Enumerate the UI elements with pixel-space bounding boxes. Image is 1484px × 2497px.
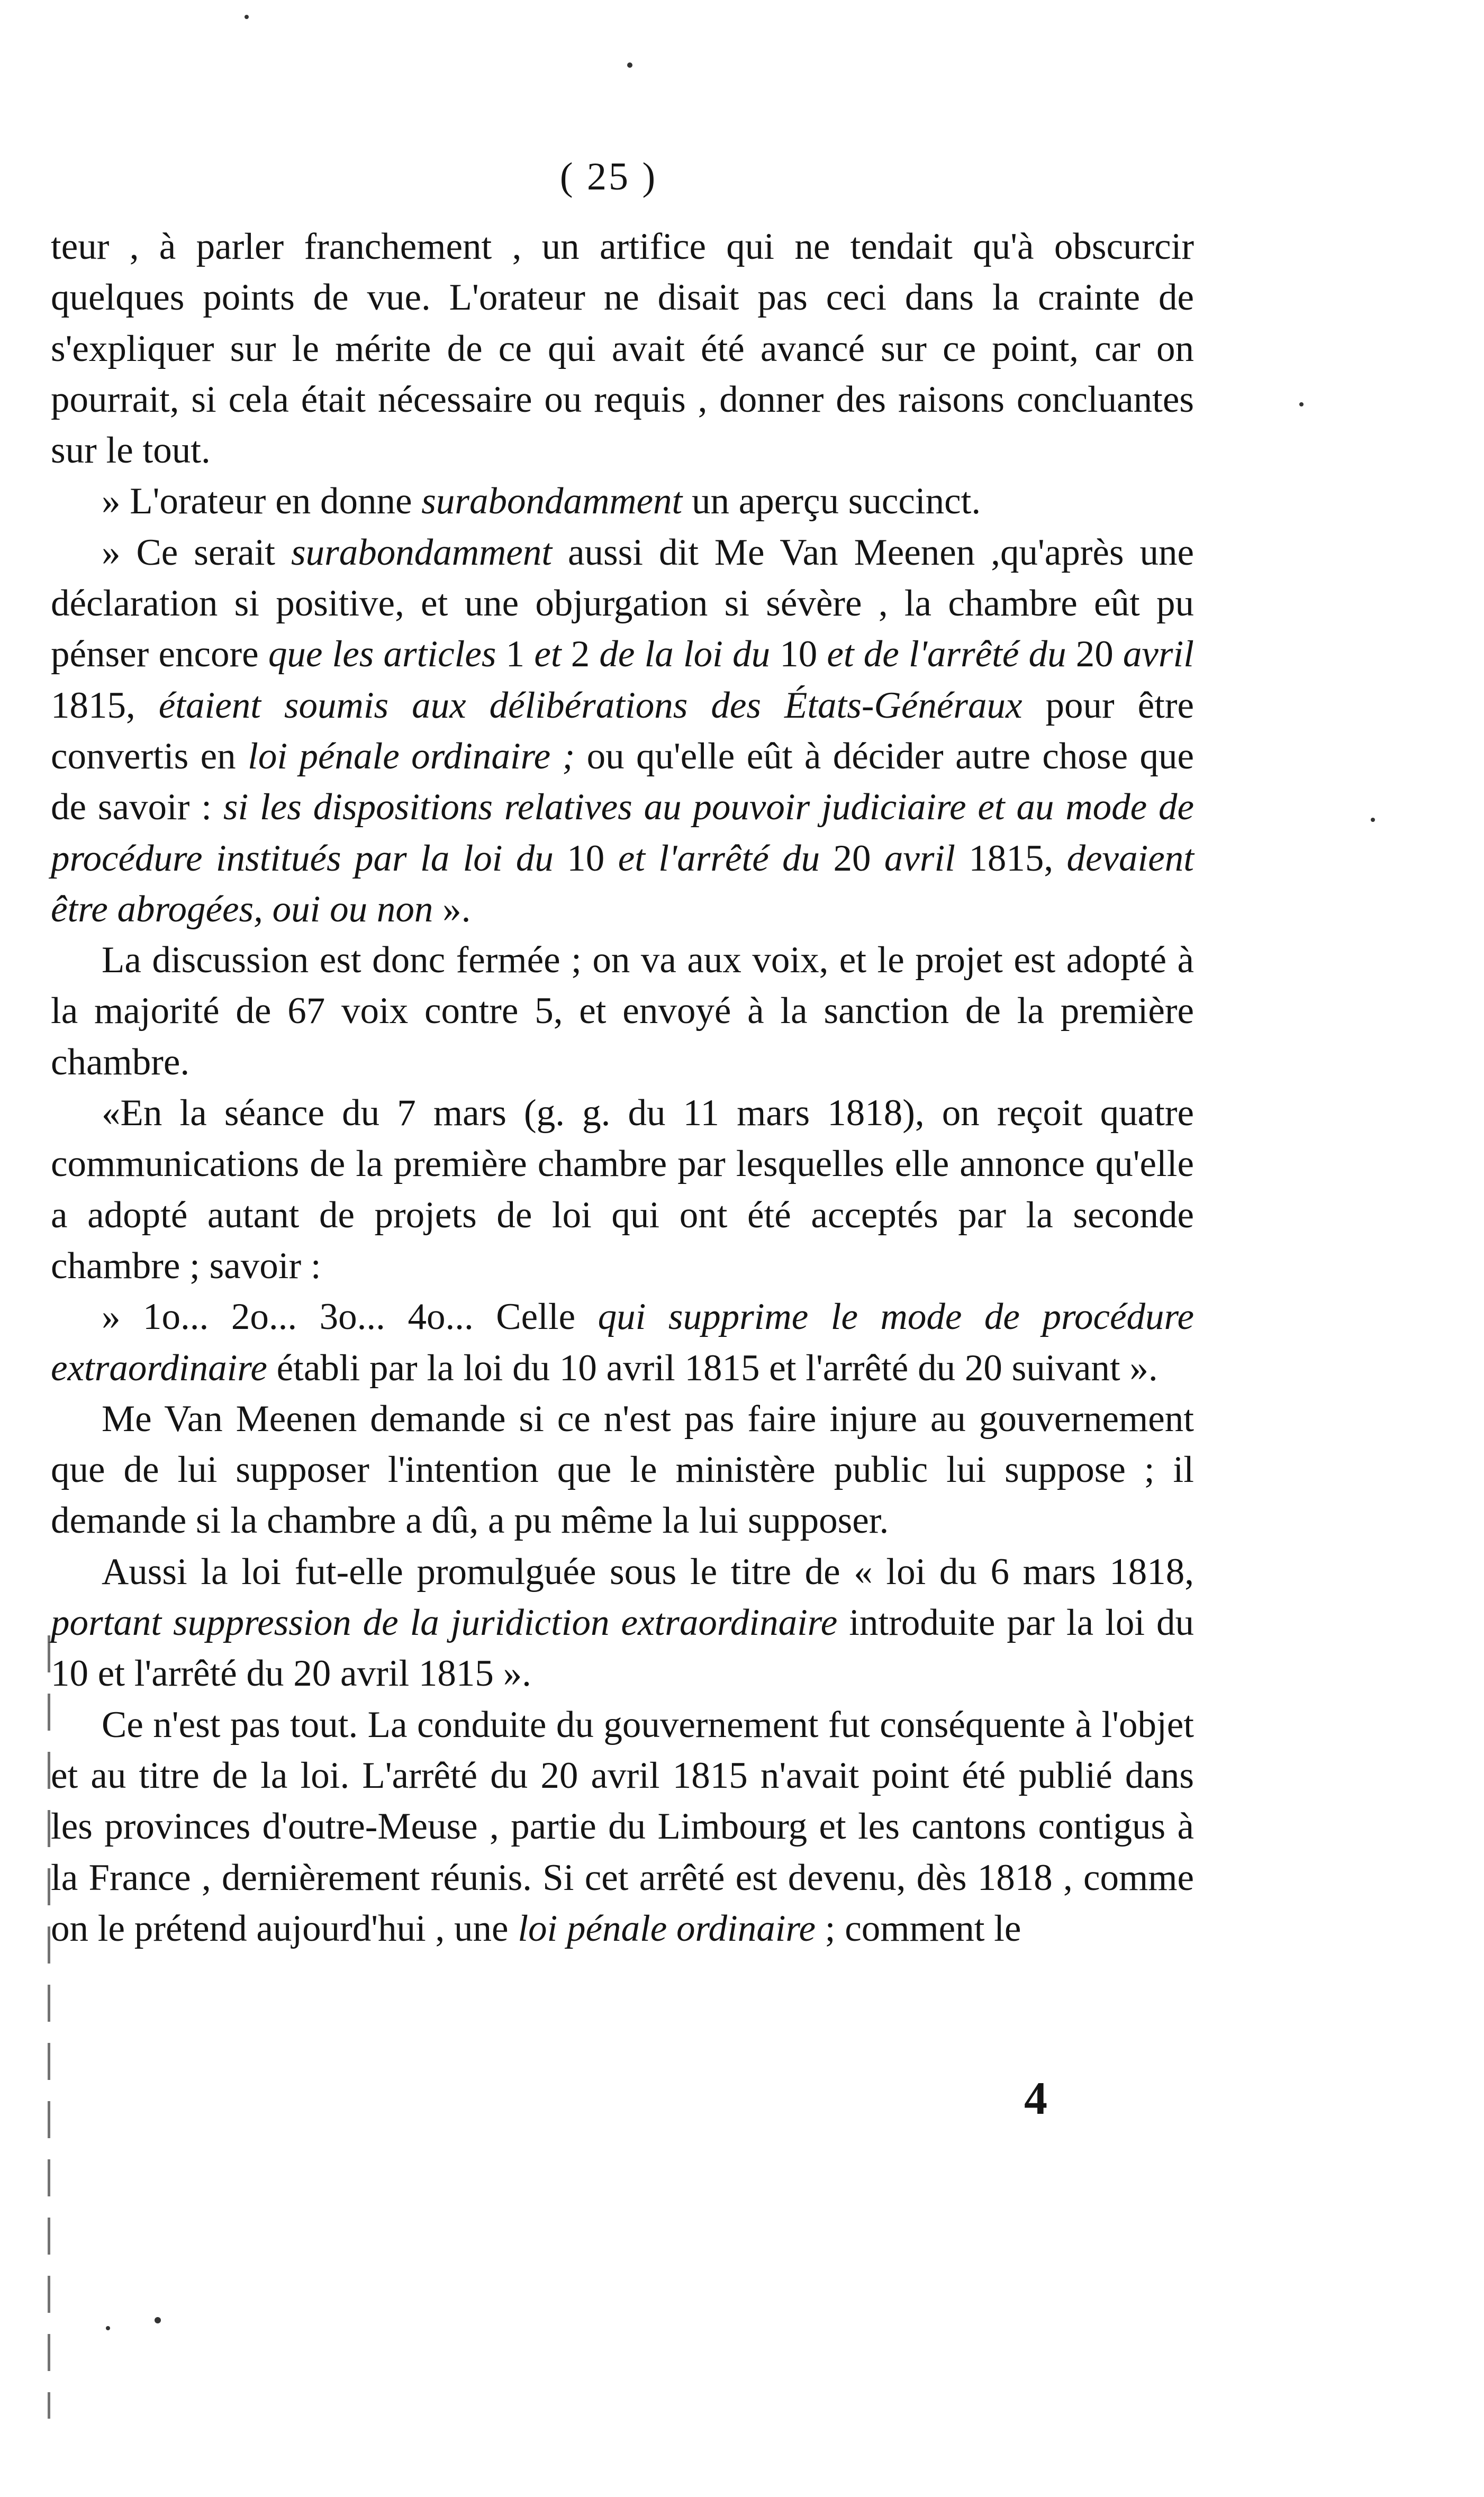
italic-run: loi pénale ordinaire ; (248, 735, 575, 777)
text-run: 20 (820, 837, 884, 879)
text-run: La discussion est donc fermée ; on va aux voix, et le projet est adopté à la majorité de 67 voix contre 5, et envoyé à la sanction de la première chambre. (51, 939, 1194, 1083)
italic-run: surabondamment (291, 531, 553, 573)
text-run: ». (433, 888, 471, 930)
paragraph-7 (51, 1394, 1194, 1546)
ink-speck (1299, 402, 1304, 406)
text-run: » Ce serait (102, 531, 291, 573)
text-run: Ce n'est pas tout. La conduite du gouvernement fut conséquente à l'objet et au titre de la loi. L'arrêté du 20 avril 1815 n'avait point été publié dans les provinces d'outre-Meuse , partie du Limbourg et les cantons contigus à la France , dernièrement réunis. Si cet arrêté est devenu, dès 1818 , comme on le prétend aujourd'hui , une (51, 1704, 1194, 1949)
text-run: ; comment le (815, 1907, 1021, 1949)
italic-run: qui supprime le mode de procédure extraordinaire (51, 1296, 1194, 1389)
italic-run: et de l'arrêté du (827, 634, 1066, 675)
text-run: teur , à parler franchement , un artifice qui ne tendait qu'à obscurcir quelques points de vue. L'orateur ne disait pas ceci dans la crainte de s'expliquer sur le mérite de ce qui avait été avancé sur ce point, car on pourrait, si cela était nécessaire ou requis , donner des raisons concluantes sur le tout. (51, 226, 1194, 472)
italic-run: que les articles (268, 634, 496, 675)
paragraph-1 (51, 221, 1194, 476)
italic-run: si les dispositions relatives au pouvoir judiciaire et au mode de procédure institués par la loi du (51, 786, 1194, 879)
paragraph-5 (51, 1088, 1194, 1291)
text-run: 1815, (955, 837, 1067, 879)
text-run: 20 (1066, 634, 1123, 675)
italic-run: portant suppression de la juridiction extraordinaire (51, 1602, 838, 1644)
italic-run: loi pénale ordinaire (518, 1907, 816, 1949)
paragraph-9 (51, 1699, 1194, 1954)
binding-margin-marks (48, 1635, 50, 2419)
paragraph-4 (51, 935, 1194, 1088)
text-run: ou qu'elle eût à décider autre chose que de savoir : (51, 735, 1195, 828)
italic-run: étaient soumis aux délibérations des États-Généraux (158, 684, 1022, 726)
paragraph-8 (51, 1546, 1194, 1699)
paragraph-6 (51, 1291, 1194, 1394)
text-run: établi par la loi du 10 avril 1815 et l'arrêté du 20 suivant ». (267, 1347, 1158, 1389)
ink-speck (627, 62, 632, 68)
italic-run: devaient être abrogées, oui ou non (51, 837, 1195, 930)
italic-run: et (534, 634, 562, 675)
ink-speck (1371, 818, 1375, 822)
text-run: 10 (770, 634, 827, 675)
text-run: Aussi la loi fut-elle promulguée sous le titre de « loi du 6 mars 1818, (102, 1551, 1194, 1593)
text-run: un aperçu succinct. (682, 481, 981, 522)
text-run: Me Van Meenen demande si ce n'est pas faire injure au gouvernement que de lui supposer l'intention que le ministère public lui suppose ; il demande si la chambre a dû, a pu même la lui supposer. (51, 1398, 1194, 1542)
body-text (51, 221, 1194, 1954)
text-run: 10 (553, 837, 618, 879)
italic-run: de la loi du (599, 634, 771, 675)
text-run: aussi dit Me Van Meenen ,qu'après une déclaration si positive, et une objurgation si sévère , la chambre eût pu pénser encore (51, 531, 1195, 675)
text-run: 1 (496, 634, 535, 675)
italic-run: et l'arrêté du (618, 837, 820, 879)
paragraph-3 (51, 527, 1194, 935)
text-run: 1815, (51, 684, 159, 726)
text-run: » L'orateur en donne (102, 481, 422, 522)
text-run: introduite par la loi du 10 et l'arrêté du 20 avril 1815 ». (51, 1602, 1194, 1695)
text-run: 2 (561, 634, 600, 675)
italic-run: avril (1123, 634, 1195, 675)
ink-speck (245, 15, 249, 19)
italic-run: avril (884, 837, 955, 879)
italic-run: surabondamment (421, 481, 683, 522)
paragraph-2 (51, 476, 1194, 527)
text-run: «En la séance du 7 mars (g. g. du 11 mars 1818), on reçoit quatre communications de la première chambre par lesquelles elle annonce qu'elle a adopté autant de projets de loi qui ont été acceptés par la seconde chambre ; savoir : (51, 1092, 1194, 1287)
page-number: ( 25 ) (559, 155, 658, 198)
text-run: » 1o... 2o... 3o... 4o... Celle (102, 1296, 598, 1338)
text-run: pour être convertis en (51, 684, 1195, 777)
sheet-signature: 4 (1024, 2073, 1047, 2124)
ink-speck (106, 2326, 110, 2330)
ink-speck (155, 2317, 161, 2323)
